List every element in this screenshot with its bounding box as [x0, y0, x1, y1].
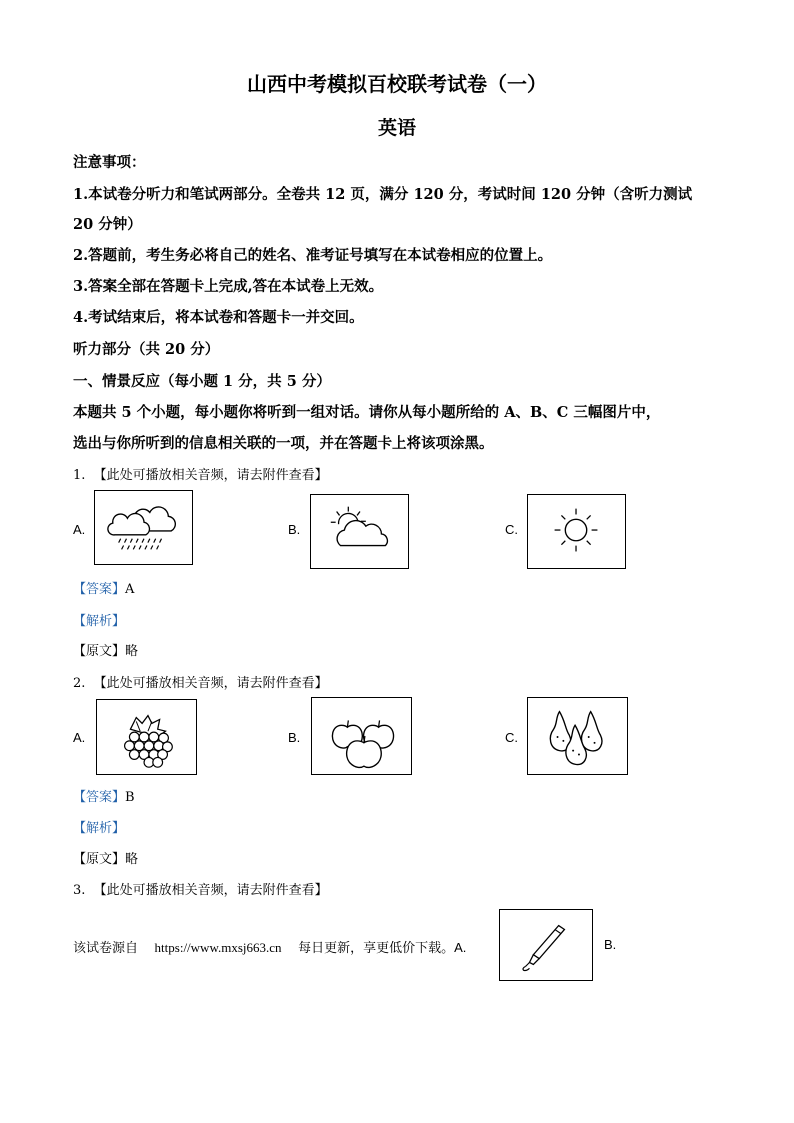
footer-slogan: 每日更新，享更低价下载。	[298, 941, 455, 956]
answer-row-1	[73, 578, 134, 597]
question-number: 2.	[73, 676, 86, 691]
option-a-label: A.	[454, 940, 467, 955]
option-c-label: C.	[505, 730, 518, 745]
notice-item-2: 2.答题前，考生务必将自己的姓名、准考证号填写在本试卷相应的位置上。	[73, 247, 553, 264]
source-row-2	[73, 848, 138, 867]
option-c-picture[interactable]	[527, 697, 628, 775]
footer-url[interactable]: https://www.mxsj663.cn	[154, 940, 282, 955]
question-2-prompt	[73, 672, 328, 691]
source-row-1	[73, 640, 138, 659]
option-b-picture[interactable]	[311, 697, 412, 775]
option-b-label: B.	[288, 730, 301, 745]
audio-placeholder[interactable]: 【此处可播放相关音频，请去附件查看】	[93, 883, 328, 898]
answer-row-2	[73, 786, 135, 805]
question-number: 1.	[73, 468, 86, 483]
answer-tag: 【答案】	[73, 790, 126, 805]
option-b-label: B.	[288, 522, 301, 537]
option-a-picture[interactable]	[499, 909, 593, 981]
source-tag: 【原文】	[73, 852, 126, 867]
fountain-pen-icon	[500, 910, 592, 980]
subject-title: 英语	[377, 117, 416, 139]
option-b-label: B.	[604, 937, 617, 952]
answer-tag: 【答案】	[73, 582, 126, 597]
notice-item-4: 4.考试结束后，将本试卷和答题卡一并交回。	[73, 309, 364, 326]
notice-item-1-line-1: 1.本试卷分听力和笔试两部分。全卷共 12 页，满分 120 分，考试时间 120 分钟（含听力测试	[73, 186, 693, 203]
answer-value: B	[125, 790, 135, 805]
source-tag: 【原文】	[73, 644, 126, 659]
rain-cloud-icon	[95, 491, 192, 564]
pears-icon	[528, 698, 627, 774]
footer-line	[73, 937, 466, 956]
notice-heading: 注意事项：	[73, 154, 146, 171]
option-a-label: A.	[73, 730, 86, 745]
grapes-icon	[97, 700, 196, 774]
audio-placeholder[interactable]: 【此处可播放相关音频，请去附件查看】	[93, 468, 328, 483]
question-number: 3.	[73, 883, 86, 898]
source-value: 略	[125, 644, 139, 659]
footer-source-label: 该试卷源自	[73, 941, 139, 956]
notice-item-3: 3.答案全部在答题卡上完成,答在本试卷上无效。	[73, 278, 384, 295]
section-1-heading: 一、情景反应（每小题 1 分，共 5 分）	[73, 373, 331, 390]
sun-icon	[528, 495, 625, 568]
sun-behind-cloud-icon	[311, 495, 408, 568]
option-a-picture[interactable]	[96, 699, 197, 775]
option-c-label: C.	[505, 522, 518, 537]
listening-heading: 听力部分（共 20 分）	[73, 341, 220, 358]
option-b-picture[interactable]	[310, 494, 409, 569]
question-1-prompt	[73, 464, 328, 483]
analysis-tag-1: 【解析】	[73, 614, 126, 629]
instruction-line-1: 本题共 5 个小题，每小题你将听到一组对话。请你从每小题所给的 A、B、C 三幅图片中，	[73, 404, 661, 421]
option-a-picture[interactable]	[94, 490, 193, 565]
option-a-label: A.	[73, 522, 86, 537]
instruction-line-2: 选出与你所听到的信息相关联的一项，并在答题卡上将该项涂黑。	[73, 435, 494, 452]
notice-item-1-line-2: 20 分钟）	[73, 216, 142, 233]
answer-value: A	[125, 582, 135, 597]
apples-icon	[312, 698, 411, 774]
source-value: 略	[125, 852, 139, 867]
audio-placeholder[interactable]: 【此处可播放相关音频，请去附件查看】	[93, 676, 328, 691]
page-title: 山西中考模拟百校联考试卷（一）	[247, 72, 547, 96]
question-3-prompt	[73, 879, 328, 898]
option-c-picture[interactable]	[527, 494, 626, 569]
analysis-tag-2: 【解析】	[73, 821, 126, 836]
